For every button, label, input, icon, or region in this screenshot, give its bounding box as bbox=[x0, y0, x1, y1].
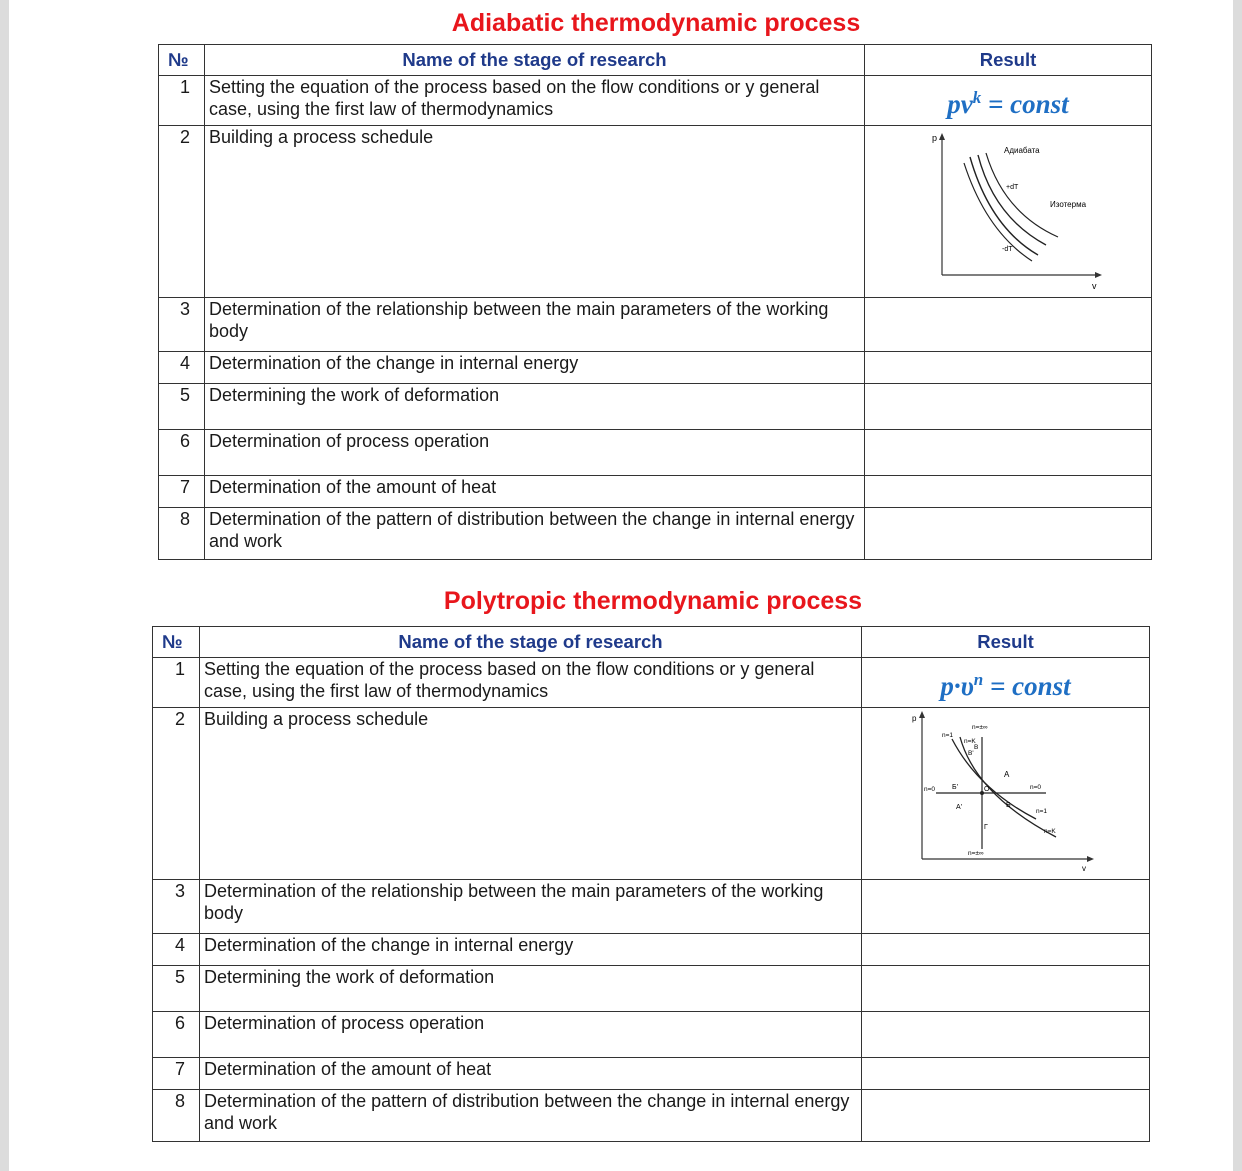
row-num: 5 bbox=[153, 966, 200, 1012]
point-a-label: A bbox=[1003, 769, 1009, 779]
result-cell bbox=[865, 298, 1152, 352]
table-row bbox=[153, 708, 1150, 880]
polytropic-graph bbox=[906, 709, 1106, 874]
adiabat-curve-2 bbox=[964, 163, 1032, 261]
result-cell bbox=[865, 508, 1152, 560]
point-g-label: Г bbox=[983, 823, 988, 831]
v-axis-label: v bbox=[1092, 280, 1097, 291]
table-row bbox=[159, 430, 1152, 476]
header-result: Result bbox=[865, 45, 1152, 76]
isotherm-label: Изотерма bbox=[1050, 199, 1087, 209]
row-name: Determination of the pattern of distribution between the change in internal energy and work bbox=[205, 508, 865, 560]
table-row bbox=[153, 1058, 1150, 1090]
table-row bbox=[159, 384, 1152, 430]
row-num: 8 bbox=[159, 508, 205, 560]
result-cell bbox=[865, 430, 1152, 476]
table-row bbox=[153, 966, 1150, 1012]
row-num: 4 bbox=[159, 352, 205, 384]
row-num: 3 bbox=[159, 298, 205, 352]
polytropic-graph-cell bbox=[862, 708, 1150, 880]
row-name: Determination of the change in internal energy bbox=[205, 352, 865, 384]
row-num: 2 bbox=[159, 126, 205, 298]
adiabat-label: Адиабата bbox=[1004, 145, 1040, 155]
table-row bbox=[153, 658, 1150, 708]
table-row bbox=[159, 76, 1152, 126]
row-name: Determination of the amount of heat bbox=[205, 476, 865, 508]
row-num: 2 bbox=[153, 708, 200, 880]
row-num: 8 bbox=[153, 1090, 200, 1142]
table-row bbox=[159, 508, 1152, 560]
polytropic-formula: $p\cdot\upsilon^n$ = const bbox=[862, 658, 1150, 708]
adiabatic-formula: $pv^k$ = const bbox=[865, 76, 1152, 126]
point-b-label: Б bbox=[1005, 801, 1011, 809]
header-name: Name of the stage of research bbox=[200, 627, 862, 658]
row-name: Determination of the amount of heat bbox=[200, 1058, 862, 1090]
header-num: № bbox=[159, 45, 205, 76]
plus-dt-label: +dT bbox=[1006, 183, 1019, 191]
row-num: 3 bbox=[153, 880, 200, 934]
row-name: Determining the work of deformation bbox=[200, 966, 862, 1012]
result-cell bbox=[865, 384, 1152, 430]
p-arrow-icon bbox=[939, 133, 945, 140]
row-num: 7 bbox=[159, 476, 205, 508]
nk-right-label: n=K bbox=[1043, 827, 1056, 835]
row-name: Building a process schedule bbox=[200, 708, 862, 880]
polytropic-title: Polytropic thermodynamic process bbox=[443, 587, 863, 615]
polytropic-table bbox=[152, 626, 1150, 1142]
table-row bbox=[159, 298, 1152, 352]
v-arrow-icon bbox=[1095, 272, 1102, 278]
table-row bbox=[159, 476, 1152, 508]
n0-right-label: n=0 bbox=[1029, 783, 1041, 791]
nk-label: n=K bbox=[963, 737, 976, 745]
minus-dt-label: -dT bbox=[1002, 245, 1013, 253]
row-name: Determination of the pattern of distribution between the change in internal energy and work bbox=[200, 1090, 862, 1142]
adiabat-curve bbox=[960, 737, 1056, 837]
row-num: 6 bbox=[153, 1012, 200, 1058]
row-name: Determination of the relationship between the main parameters of the working body bbox=[205, 298, 865, 352]
point-b-prime-label: Б' bbox=[951, 783, 958, 791]
row-name: Setting the equation of the process based on the flow conditions or y general case, using the first law of thermodynamics bbox=[205, 76, 865, 126]
row-name: Building a process schedule bbox=[205, 126, 865, 298]
row-num: 4 bbox=[153, 934, 200, 966]
point-o-label: O bbox=[983, 785, 989, 793]
table-row bbox=[159, 352, 1152, 384]
adiabatic-title: Adiabatic thermodynamic process bbox=[451, 9, 861, 37]
n-pm-inf-top-label: n=±∞ bbox=[971, 723, 988, 731]
header-num: № bbox=[153, 627, 200, 658]
point-v-label: В bbox=[973, 743, 978, 751]
result-cell bbox=[862, 1058, 1150, 1090]
table-row bbox=[153, 1012, 1150, 1058]
result-cell bbox=[862, 880, 1150, 934]
table-row bbox=[153, 934, 1150, 966]
point-a-prime-label: A' bbox=[955, 803, 962, 811]
row-name: Determination of the relationship between the main parameters of the working body bbox=[200, 880, 862, 934]
p-arrow-icon bbox=[919, 711, 925, 718]
row-name: Determination of process operation bbox=[200, 1012, 862, 1058]
v-arrow-icon bbox=[1087, 856, 1094, 862]
point-v-prime-label: В' bbox=[967, 749, 974, 757]
table-header-row bbox=[159, 45, 1152, 76]
row-num: 1 bbox=[153, 658, 200, 708]
result-cell bbox=[862, 1012, 1150, 1058]
header-name: Name of the stage of research bbox=[205, 45, 865, 76]
adiabat-curve bbox=[970, 157, 1038, 255]
row-num: 5 bbox=[159, 384, 205, 430]
p-axis-label: p bbox=[911, 713, 916, 723]
row-name: Determining the work of deformation bbox=[205, 384, 865, 430]
row-name: Determination of the change in internal energy bbox=[200, 934, 862, 966]
p-axis-label: p bbox=[932, 132, 938, 143]
row-num: 1 bbox=[159, 76, 205, 126]
row-name: Setting the equation of the process based on the flow conditions or y general case, using the first law of thermodynamics bbox=[200, 658, 862, 708]
row-name: Determination of process operation bbox=[205, 430, 865, 476]
adiabatic-graph-cell bbox=[865, 126, 1152, 298]
v-axis-label: v bbox=[1081, 863, 1086, 873]
table-row bbox=[159, 126, 1152, 298]
adiabatic-table bbox=[158, 44, 1152, 560]
row-num: 6 bbox=[159, 430, 205, 476]
n-pm-inf-bottom-label: n=±∞ bbox=[967, 849, 984, 857]
adiabatic-graph bbox=[908, 127, 1108, 292]
result-cell bbox=[862, 934, 1150, 966]
n1-label: n=1 bbox=[941, 731, 953, 739]
result-cell bbox=[862, 1090, 1150, 1142]
result-cell bbox=[862, 966, 1150, 1012]
table-header-row bbox=[153, 627, 1150, 658]
table-row bbox=[153, 1090, 1150, 1142]
isotherm-curve bbox=[978, 155, 1046, 245]
result-cell bbox=[865, 476, 1152, 508]
n1-right-label: n=1 bbox=[1035, 807, 1047, 815]
header-result: Result bbox=[862, 627, 1150, 658]
table-row bbox=[153, 880, 1150, 934]
n0-left-label: n=0 bbox=[923, 785, 935, 793]
row-num: 7 bbox=[153, 1058, 200, 1090]
isotherm-curve-2 bbox=[986, 153, 1058, 237]
result-cell bbox=[865, 352, 1152, 384]
